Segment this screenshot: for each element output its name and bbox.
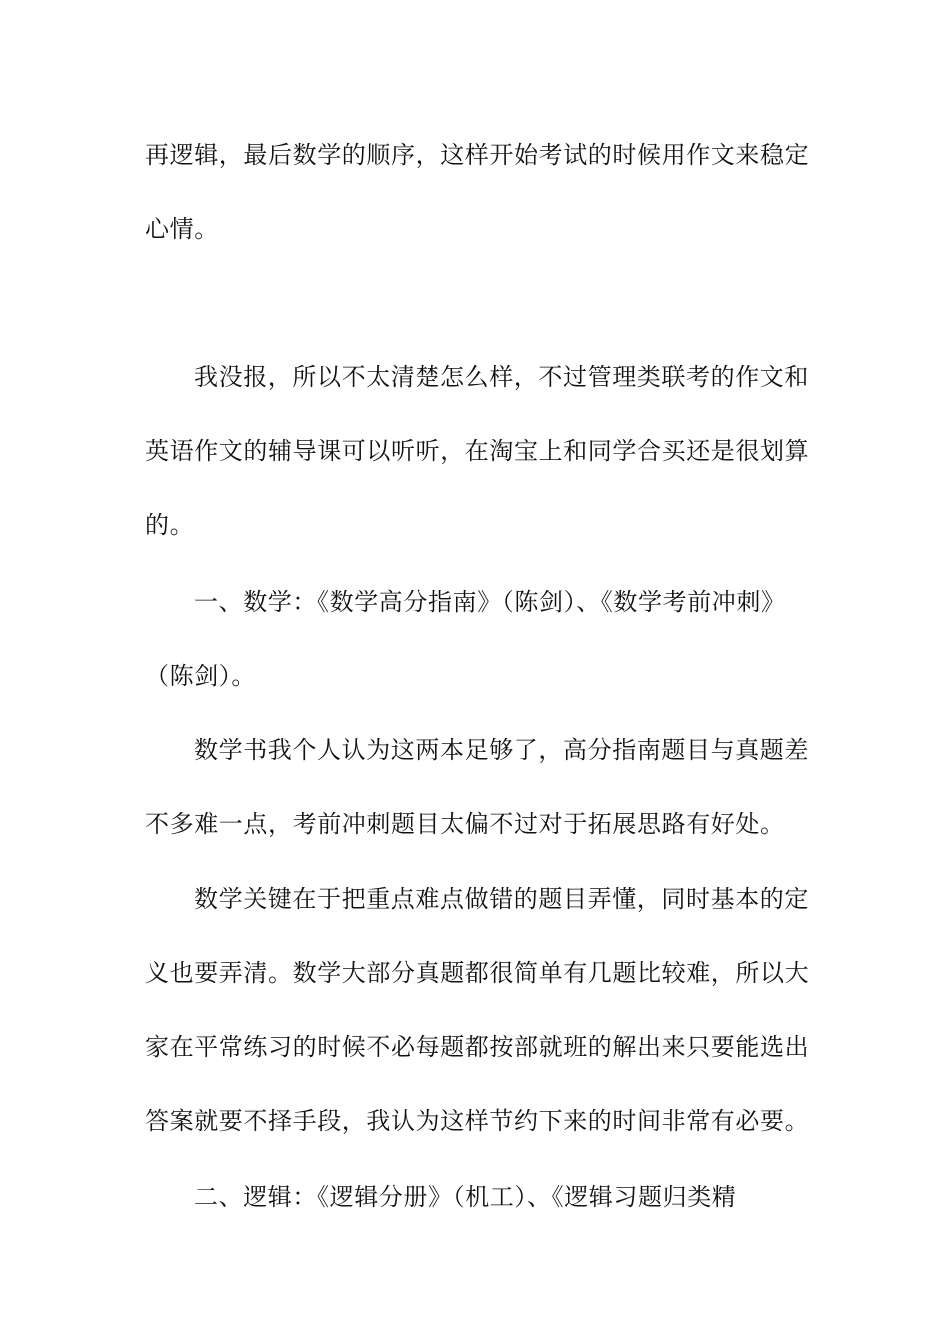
paragraph-continuation: 再逻辑，最后数学的顺序，这样开始考试的时候用作文来稳定心情。	[145, 141, 810, 243]
section-heading-logic: 二、逻辑：《逻辑分册》（机工）、《逻辑习题归类精	[194, 1183, 737, 1211]
section-heading-math: 一、数学：《数学高分指南》（陈剑）、《数学考前冲刺》（陈剑）。	[145, 588, 786, 690]
paragraph-registration: 我没报，所以不太清楚怎么样，不过管理类联考的作文和英语作文的辅导课可以听听，在淘宝上和同学合买还是很划算的。	[145, 363, 810, 539]
paragraph-math-strategy: 数学关键在于把重点难点做错的题目弄懂，同时基本的定义也要弄清。数学大部分真题都很简单有几题比较难，所以大家在平常练习的时候不必每题都按部就班的解出来只要能选出答案就要不择手段，我认为这样节约下来的时间非常有必要。	[145, 885, 810, 1135]
paragraph-math-books: 数学书我个人认为这两本足够了，高分指南题目与真题差不多难一点，考前冲刺题目太偏不过对于拓展思路有好处。	[145, 736, 809, 838]
